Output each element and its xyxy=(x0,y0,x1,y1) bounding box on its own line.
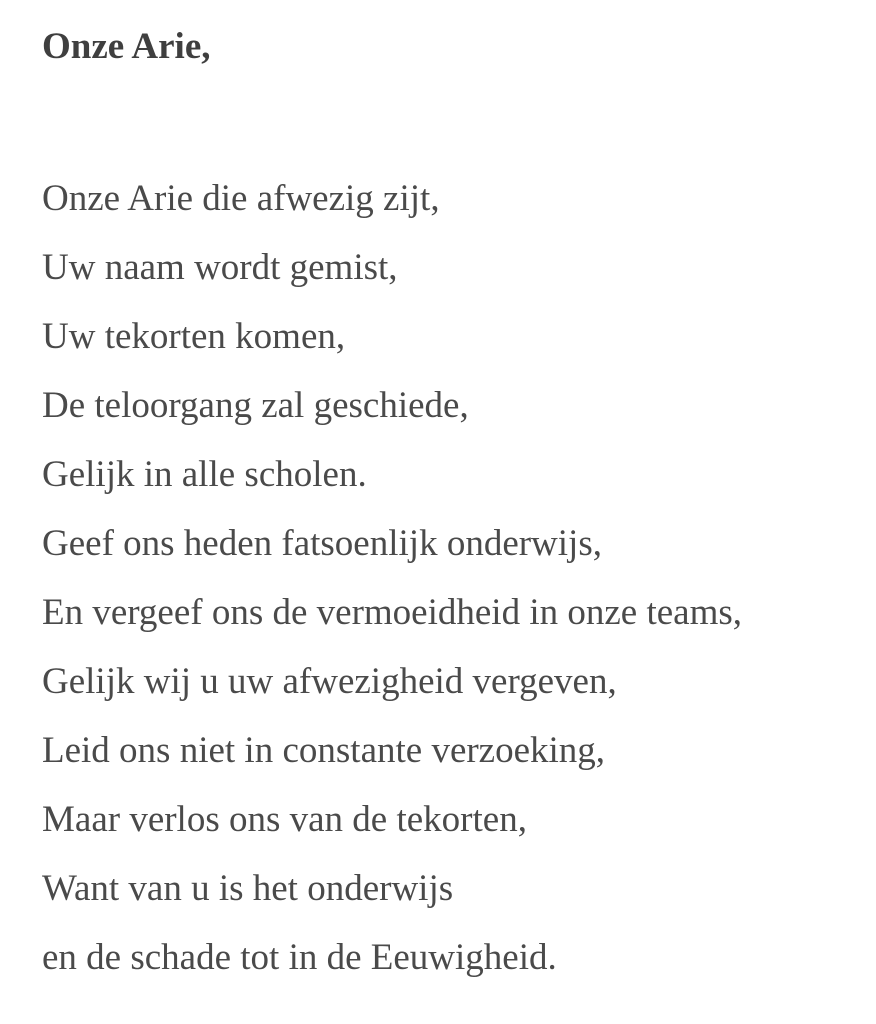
poem-line: en de schade tot in de Eeuwigheid. xyxy=(42,937,557,978)
poem-line: Leid ons niet in constante verzoeking, xyxy=(42,730,606,771)
poem-line: En vergeef ons de vermoeidheid in onze teams, xyxy=(42,592,743,633)
poem-title: Onze Arie, xyxy=(42,26,211,67)
poem-line: Gelijk wij u uw afwezigheid vergeven, xyxy=(42,661,617,702)
poem-line: Onze Arie die afwezig zijt, xyxy=(42,178,440,219)
poem-line: Uw tekorten komen, xyxy=(42,316,346,357)
poem-line: Geef ons heden fatsoenlijk onderwijs, xyxy=(42,523,602,564)
poem-line: Uw naam wordt gemist, xyxy=(42,247,398,288)
poem-line: Maar verlos ons van de tekorten, xyxy=(42,799,527,840)
poem-line: De teloorgang zal geschiede, xyxy=(42,385,469,426)
poem-line: Want van u is het onderwijs xyxy=(42,868,454,909)
poem-line: Gelijk in alle scholen. xyxy=(42,454,367,495)
poem-body xyxy=(42,164,742,992)
